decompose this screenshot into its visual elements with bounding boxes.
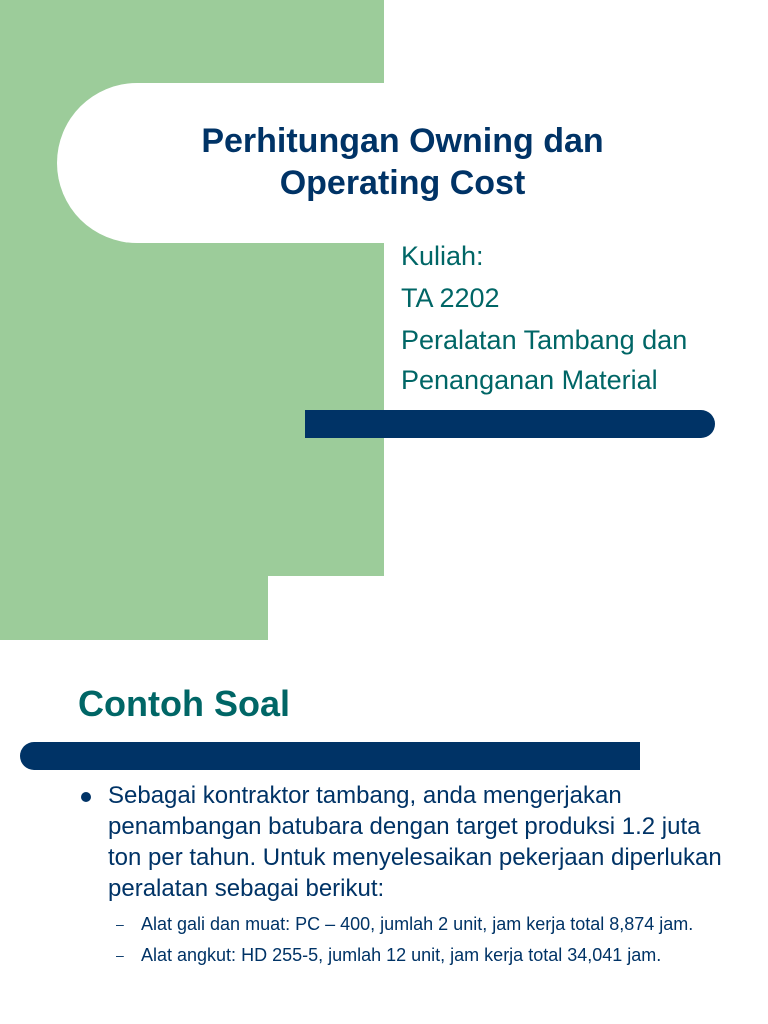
sub-bullet-item-excavator [108,912,728,937]
subtitle-line-course-code: TA 2202 [401,283,500,313]
subtitle-line-course-name: Peralatan Tambang dan Penanganan Material [401,325,688,395]
subtitle-line-course-label: Kuliah: [401,241,484,271]
dash-icon: – [116,947,124,963]
slide1-accent-bar [305,410,715,438]
slide2-title: Contoh Soal [78,683,290,724]
bullet-dot-icon [81,792,91,802]
slide2-accent-bar [20,742,640,770]
slide1-green-panel-extension [0,576,268,640]
bullet-text: Sebagai kontraktor tambang, anda mengerjakan penambangan batubara dengan target produksi 1.2 juta ton per tahun. Untuk menyelesaikan pekerjaan diperlukan peralatan sebagai berikut: [108,782,722,902]
sub-bullet-list [108,912,728,968]
sub-bullet-text: Alat angkut: HD 255-5, jumlah 12 unit, jam kerja total 34,041 jam. [141,945,662,965]
dash-icon: – [116,916,124,932]
slide1-title: Perhitungan Owning dan Operating Cost [201,122,604,202]
slide1-subtitle [401,236,751,402]
bullet-item [78,780,728,968]
sub-bullet-text: Alat gali dan muat: PC – 400, jumlah 2 unit, jam kerja total 8,874 jam. [141,914,694,934]
sub-bullet-item-hauler [108,943,728,968]
slide2-bullet-list [78,780,728,974]
